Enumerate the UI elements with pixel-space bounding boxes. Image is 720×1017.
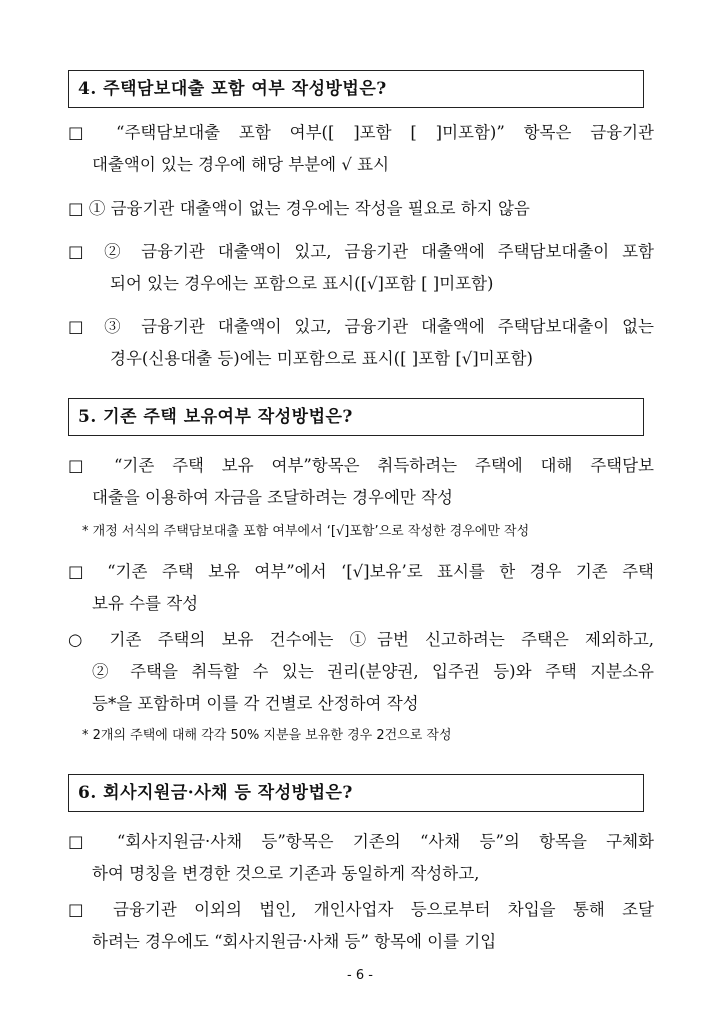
text-line: 하려는 경우에도 “회사지원금·사채 등” 항목에 이를 기입 [92,932,497,951]
sec5-note-1: * 개정 서식의 주택담보대출 포함 여부에서 ‘[√]포함’으로 작성한 경우에만 작성 [82,524,530,539]
sec5-note-2: * 2개의 주택에 대해 각각 50% 지분을 보유한 경우 2건으로 작성 [82,728,452,743]
text-line: 하여 명칭을 변경한 것으로 기존과 동일하게 작성하고, [92,864,480,883]
text-line: ○ 기존 주택의 보유 건수에는 ①금번 신고하려는 주택은 제외하고, [68,630,654,649]
text-line: 되어 있는 경우에는 포함으로 표시([√]포함 [ ]미포함) [110,274,494,293]
text-line: 대출액이 있는 경우에 해당 부분에 √ 표시 [92,155,390,174]
section-6-title: 6. 회사지원금·사채 등 작성방법은? [68,774,644,812]
section-4-title: 4. 주택담보대출 포함 여부 작성방법은? [68,70,644,108]
text-line: □ ② 금융기관 대출액이 있고, 금융기관 대출액에 주택담보대출이 포함 [68,242,654,261]
text-line: □ “기존 주택 보유 여부”항목은 취득하려는 주택에 대해 주택담보 [68,456,654,475]
text-line: 대출을 이용하여 자금을 조달하려는 경우에만 작성 [92,488,453,507]
sec5-paragraph-3 [68,624,654,720]
text-line: 등*을 포함하며 이를 각 건별로 산정하여 작성 [92,694,419,713]
text-line: □ “주택담보대출 포함 여부([ ]포함 [ ]미포함)” 항목은 금융기관 [68,123,654,142]
sec4-paragraph-2 [68,193,654,225]
text-line: □ 금융기관 이외의 법인, 개인사업자 등으로부터 차입을 통해 조달 [68,900,654,919]
sec4-paragraph-1 [68,117,654,181]
text-line: □ “기존 주택 보유 여부”에서 ‘[√]보유’로 표시를 한 경우 기존 주택 [68,562,654,581]
sec4-paragraph-4 [68,311,654,375]
sec6-paragraph-2 [68,894,654,958]
text-line: 보유 수를 작성 [92,594,199,613]
text-line: □ “회사지원금·사채 등”항목은 기존의 “사채 등”의 항목을 구체화 [68,832,654,851]
sec5-paragraph-2 [68,556,654,620]
section-5-title: 5. 기존 주택 보유여부 작성방법은? [68,398,644,436]
text-line: □ ③ 금융기관 대출액이 있고, 금융기관 대출액에 주택담보대출이 없는 [68,317,654,336]
sec6-paragraph-1 [68,826,654,890]
text-line: ② 주택을 취득할 수 있는 권리(분양권, 입주권 등)와 주택 지분소유 [92,662,654,681]
sec5-paragraph-1 [68,450,654,514]
text-line: 경우(신용대출 등)에는 미포함으로 표시([ ]포함 [√]미포함) [110,349,533,368]
sec4-paragraph-3 [68,236,654,300]
page-number: - 6 - [347,968,373,983]
text-line: □ ① 금융기관 대출액이 없는 경우에는 작성을 필요로 하지 않음 [68,199,530,218]
